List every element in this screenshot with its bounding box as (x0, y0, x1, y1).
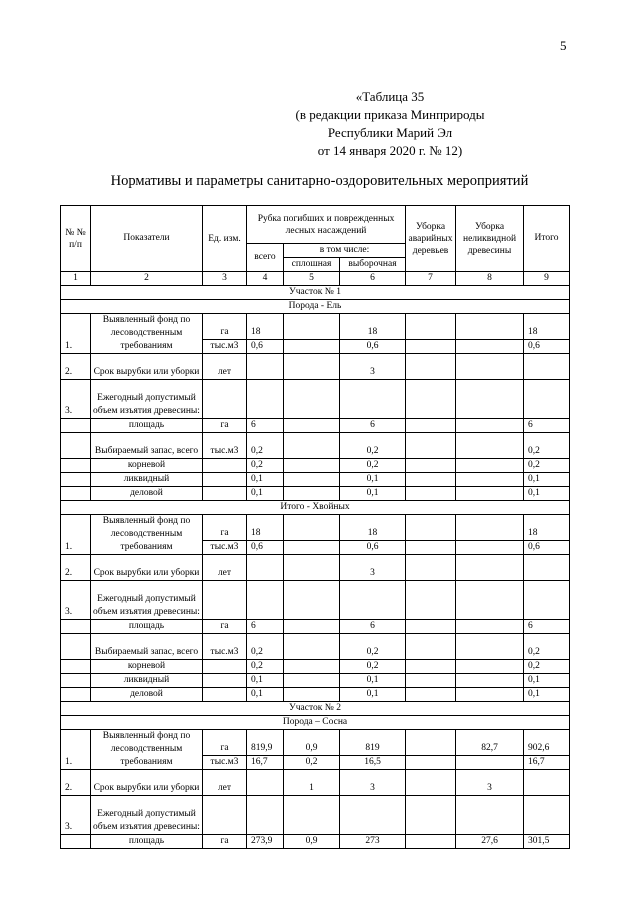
empty-cell (456, 380, 524, 419)
total-felling-cell: 18 (247, 515, 284, 541)
table-caption (270, 88, 510, 160)
table-row (61, 730, 570, 756)
total-felling-cell: 0,2 (247, 634, 284, 660)
clear-felling-cell (284, 515, 340, 541)
unit-cell: га (203, 620, 247, 634)
selective-felling-cell: 18 (340, 515, 406, 541)
section-title: Порода – Сосна (61, 716, 570, 730)
row-number: 3. (61, 380, 91, 419)
section-row (61, 501, 570, 515)
selective-felling-cell: 0,1 (340, 674, 406, 688)
empty-cell (406, 796, 456, 835)
empty-cell (203, 581, 247, 620)
selective-felling-cell: 0,6 (340, 340, 406, 354)
header-felling: Рубка погибших и поврежденных лесных насаждений (247, 206, 406, 244)
column-number: 8 (456, 272, 524, 286)
unit-cell: га (203, 730, 247, 756)
table-row (61, 688, 570, 702)
indicator-name: ликвидный (91, 473, 203, 487)
nonliquid-cell (456, 756, 524, 770)
nonliquid-cell (456, 487, 524, 501)
row-number (61, 660, 91, 674)
column-number: 4 (247, 272, 284, 286)
selective-felling-cell: 18 (340, 314, 406, 340)
total-felling-cell: 16,7 (247, 756, 284, 770)
selective-felling-cell: 3 (340, 770, 406, 796)
row-number (61, 433, 91, 459)
column-number: 3 (203, 272, 247, 286)
emergency-cell (406, 634, 456, 660)
empty-cell (247, 581, 284, 620)
unit-cell (203, 459, 247, 473)
clear-felling-cell (284, 688, 340, 702)
indicator-name: Срок вырубки или уборки (91, 354, 203, 380)
header-total: Итого (524, 206, 570, 272)
section-title: Итого - Хвойных (61, 501, 570, 515)
row-number: 1. (61, 515, 91, 555)
clear-felling-cell (284, 634, 340, 660)
header-total-felling: всего (247, 244, 284, 272)
row-number (61, 473, 91, 487)
nonliquid-cell (456, 433, 524, 459)
total-cell: 0,1 (524, 674, 570, 688)
selective-felling-cell: 3 (340, 354, 406, 380)
unit-cell: лет (203, 354, 247, 380)
header-indicators: Показатели (91, 206, 203, 272)
indicator-name: деловой (91, 688, 203, 702)
caption-line-1: «Таблица 35 (355, 89, 425, 104)
indicator-name: Срок вырубки или уборки (91, 770, 203, 796)
header-selective-felling: выборочная (340, 258, 406, 272)
table-row (61, 796, 570, 835)
empty-cell (406, 581, 456, 620)
selective-felling-cell: 16,5 (340, 756, 406, 770)
total-felling-cell: 0,6 (247, 541, 284, 555)
total-felling-cell: 0,2 (247, 459, 284, 473)
nonliquid-cell (456, 674, 524, 688)
empty-cell (284, 796, 340, 835)
emergency-cell (406, 770, 456, 796)
empty-cell (247, 380, 284, 419)
total-felling-cell: 273,9 (247, 835, 284, 849)
empty-cell (456, 581, 524, 620)
nonliquid-cell (456, 515, 524, 541)
total-cell: 902,6 (524, 730, 570, 756)
selective-felling-cell: 0,1 (340, 688, 406, 702)
unit-cell: лет (203, 770, 247, 796)
selective-felling-cell: 0,2 (340, 459, 406, 473)
table-row (61, 770, 570, 796)
selective-felling-cell: 273 (340, 835, 406, 849)
indicator-name: Выявленный фонд по лесоводственным требованиям (91, 314, 203, 354)
total-cell: 6 (524, 620, 570, 634)
indicator-name: площадь (91, 835, 203, 849)
clear-felling-cell (284, 314, 340, 340)
total-cell: 6 (524, 419, 570, 433)
emergency-cell (406, 541, 456, 555)
caption-line-4: от 14 января 2020 г. № 12) (317, 143, 463, 158)
row-number: 3. (61, 581, 91, 620)
total-cell: 0,2 (524, 433, 570, 459)
table-row (61, 380, 570, 419)
row-number (61, 688, 91, 702)
emergency-cell (406, 730, 456, 756)
empty-cell (406, 380, 456, 419)
row-number (61, 620, 91, 634)
row-number (61, 835, 91, 849)
indicator-name: Выявленный фонд по лесоводственным требованиям (91, 515, 203, 555)
emergency-cell (406, 487, 456, 501)
selective-felling-cell: 819 (340, 730, 406, 756)
page-number: 5 (560, 38, 567, 53)
empty-cell (340, 581, 406, 620)
total-felling-cell: 0,2 (247, 660, 284, 674)
clear-felling-cell (284, 340, 340, 354)
clear-felling-cell (284, 674, 340, 688)
empty-cell (524, 581, 570, 620)
row-number: 2. (61, 770, 91, 796)
empty-cell (340, 796, 406, 835)
selective-felling-cell: 0,2 (340, 433, 406, 459)
emergency-cell (406, 340, 456, 354)
emergency-cell (406, 620, 456, 634)
clear-felling-cell: 0,2 (284, 756, 340, 770)
selective-felling-cell: 0,1 (340, 487, 406, 501)
total-cell: 0,1 (524, 473, 570, 487)
nonliquid-cell (456, 555, 524, 581)
unit-cell: га (203, 515, 247, 541)
table-row (61, 555, 570, 581)
total-felling-cell: 819,9 (247, 730, 284, 756)
unit-cell: га (203, 835, 247, 849)
emergency-cell (406, 555, 456, 581)
indicator-name: Выбираемый запас, всего (91, 433, 203, 459)
row-number: 1. (61, 730, 91, 770)
clear-felling-cell (284, 459, 340, 473)
caption-line-2: (в редакции приказа Минприроды (295, 107, 485, 122)
unit-cell: тыс.м3 (203, 756, 247, 770)
unit-cell (203, 660, 247, 674)
selective-felling-cell: 3 (340, 555, 406, 581)
total-cell: 0,2 (524, 660, 570, 674)
row-number: 2. (61, 555, 91, 581)
unit-cell: тыс.м3 (203, 634, 247, 660)
unit-cell (203, 674, 247, 688)
total-felling-cell: 0,1 (247, 688, 284, 702)
clear-felling-cell (284, 620, 340, 634)
indicator-name: Выбираемый запас, всего (91, 634, 203, 660)
column-number: 2 (91, 272, 203, 286)
table-row (61, 419, 570, 433)
table-row (61, 660, 570, 674)
empty-cell (456, 796, 524, 835)
indicator-name: площадь (91, 419, 203, 433)
total-felling-cell: 18 (247, 314, 284, 340)
table-row (61, 433, 570, 459)
total-cell: 18 (524, 314, 570, 340)
indicator-name: Срок вырубки или уборки (91, 555, 203, 581)
clear-felling-cell (284, 660, 340, 674)
total-felling-cell: 6 (247, 620, 284, 634)
total-cell (524, 555, 570, 581)
column-number: 7 (406, 272, 456, 286)
clear-felling-cell (284, 473, 340, 487)
header-nonliquid: Уборка неликвидной древесины (456, 206, 524, 272)
selective-felling-cell: 0,1 (340, 473, 406, 487)
clear-felling-cell (284, 354, 340, 380)
clear-felling-cell (284, 419, 340, 433)
selective-felling-cell: 6 (340, 620, 406, 634)
document-title: Нормативы и параметры санитарно-оздоровительных мероприятий (110, 173, 529, 189)
column-number: 9 (524, 272, 570, 286)
caption-line-3: Республики Марий Эл (327, 125, 453, 140)
table-row (61, 487, 570, 501)
row-number (61, 419, 91, 433)
nonliquid-cell (456, 660, 524, 674)
total-felling-cell: 0,6 (247, 340, 284, 354)
unit-cell: га (203, 419, 247, 433)
empty-cell (284, 581, 340, 620)
clear-felling-cell: 0,9 (284, 730, 340, 756)
emergency-cell (406, 314, 456, 340)
table-row (61, 473, 570, 487)
nonliquid-cell: 3 (456, 770, 524, 796)
selective-felling-cell: 6 (340, 419, 406, 433)
total-felling-cell: 6 (247, 419, 284, 433)
total-felling-cell (247, 354, 284, 380)
total-cell (524, 770, 570, 796)
nonliquid-cell: 27,6 (456, 835, 524, 849)
emergency-cell (406, 459, 456, 473)
unit-cell: тыс.м3 (203, 433, 247, 459)
row-number (61, 487, 91, 501)
header-unit: Ед. изм. (203, 206, 247, 272)
table-body (61, 286, 570, 849)
emergency-cell (406, 419, 456, 433)
section-row (61, 702, 570, 716)
section-title: Участок № 2 (61, 702, 570, 716)
clear-felling-cell (284, 433, 340, 459)
table-row (61, 354, 570, 380)
empty-cell (524, 796, 570, 835)
table-row (61, 314, 570, 340)
total-cell: 0,1 (524, 688, 570, 702)
clear-felling-cell: 1 (284, 770, 340, 796)
total-felling-cell: 0,2 (247, 433, 284, 459)
row-number (61, 459, 91, 473)
nonliquid-cell (456, 541, 524, 555)
indicator-name: ликвидный (91, 674, 203, 688)
emergency-cell (406, 688, 456, 702)
total-felling-cell: 0,1 (247, 487, 284, 501)
row-number (61, 634, 91, 660)
emergency-cell (406, 473, 456, 487)
table-row (61, 634, 570, 660)
clear-felling-cell (284, 487, 340, 501)
table-row (61, 620, 570, 634)
table-row (61, 459, 570, 473)
row-number: 2. (61, 354, 91, 380)
section-row (61, 300, 570, 314)
indicator-name: площадь (91, 620, 203, 634)
emergency-cell (406, 756, 456, 770)
table-row (61, 581, 570, 620)
empty-cell (247, 796, 284, 835)
emergency-cell (406, 660, 456, 674)
table-row (61, 515, 570, 541)
unit-cell: тыс.м3 (203, 340, 247, 354)
header-emergency: Уборка аварийных деревьев (406, 206, 456, 272)
table-row (61, 835, 570, 849)
indicator-name: корневой (91, 660, 203, 674)
column-numbers-row (61, 272, 570, 286)
total-cell: 301,5 (524, 835, 570, 849)
indicator-name: деловой (91, 487, 203, 501)
selective-felling-cell: 0,2 (340, 660, 406, 674)
total-felling-cell (247, 770, 284, 796)
total-cell: 0,6 (524, 541, 570, 555)
clear-felling-cell (284, 541, 340, 555)
column-number: 5 (284, 272, 340, 286)
indicator-name: Выявленный фонд по лесоводственным требованиям (91, 730, 203, 770)
total-felling-cell: 0,1 (247, 473, 284, 487)
selective-felling-cell: 0,2 (340, 634, 406, 660)
indicator-name: Ежегодный допустимый объем изъятия древесины: (91, 380, 203, 419)
nonliquid-cell: 82,7 (456, 730, 524, 756)
total-cell: 0,2 (524, 459, 570, 473)
column-number: 6 (340, 272, 406, 286)
unit-cell (203, 473, 247, 487)
table-row (61, 674, 570, 688)
total-cell: 0,1 (524, 487, 570, 501)
empty-cell (284, 380, 340, 419)
empty-cell (524, 380, 570, 419)
indicator-name: корневой (91, 459, 203, 473)
nonliquid-cell (456, 419, 524, 433)
nonliquid-cell (456, 634, 524, 660)
nonliquid-cell (456, 314, 524, 340)
indicator-name: Ежегодный допустимый объем изъятия древесины: (91, 796, 203, 835)
norms-table (60, 205, 570, 849)
nonliquid-cell (456, 354, 524, 380)
section-row (61, 716, 570, 730)
row-number: 1. (61, 314, 91, 354)
clear-felling-cell: 0,9 (284, 835, 340, 849)
unit-cell: га (203, 314, 247, 340)
total-cell: 0,6 (524, 340, 570, 354)
header-clear-felling: сплошная (284, 258, 340, 272)
header-including: в том числе: (284, 244, 406, 258)
empty-cell (340, 380, 406, 419)
unit-cell (203, 688, 247, 702)
row-number: 3. (61, 796, 91, 835)
total-cell: 16,7 (524, 756, 570, 770)
nonliquid-cell (456, 620, 524, 634)
emergency-cell (406, 354, 456, 380)
empty-cell (203, 380, 247, 419)
selective-felling-cell: 0,6 (340, 541, 406, 555)
emergency-cell (406, 835, 456, 849)
total-felling-cell: 0,1 (247, 674, 284, 688)
nonliquid-cell (456, 459, 524, 473)
nonliquid-cell (456, 340, 524, 354)
unit-cell (203, 487, 247, 501)
total-cell (524, 354, 570, 380)
unit-cell: лет (203, 555, 247, 581)
section-row (61, 286, 570, 300)
total-cell: 18 (524, 515, 570, 541)
column-number: 1 (61, 272, 91, 286)
nonliquid-cell (456, 473, 524, 487)
section-title: Участок № 1 (61, 286, 570, 300)
indicator-name: Ежегодный допустимый объем изъятия древесины: (91, 581, 203, 620)
total-felling-cell (247, 555, 284, 581)
unit-cell: тыс.м3 (203, 541, 247, 555)
empty-cell (203, 796, 247, 835)
clear-felling-cell (284, 555, 340, 581)
total-cell: 0,2 (524, 634, 570, 660)
emergency-cell (406, 433, 456, 459)
row-number (61, 674, 91, 688)
header-num: № № п/п (61, 206, 91, 272)
emergency-cell (406, 515, 456, 541)
section-title: Порода - Ель (61, 300, 570, 314)
nonliquid-cell (456, 688, 524, 702)
emergency-cell (406, 674, 456, 688)
